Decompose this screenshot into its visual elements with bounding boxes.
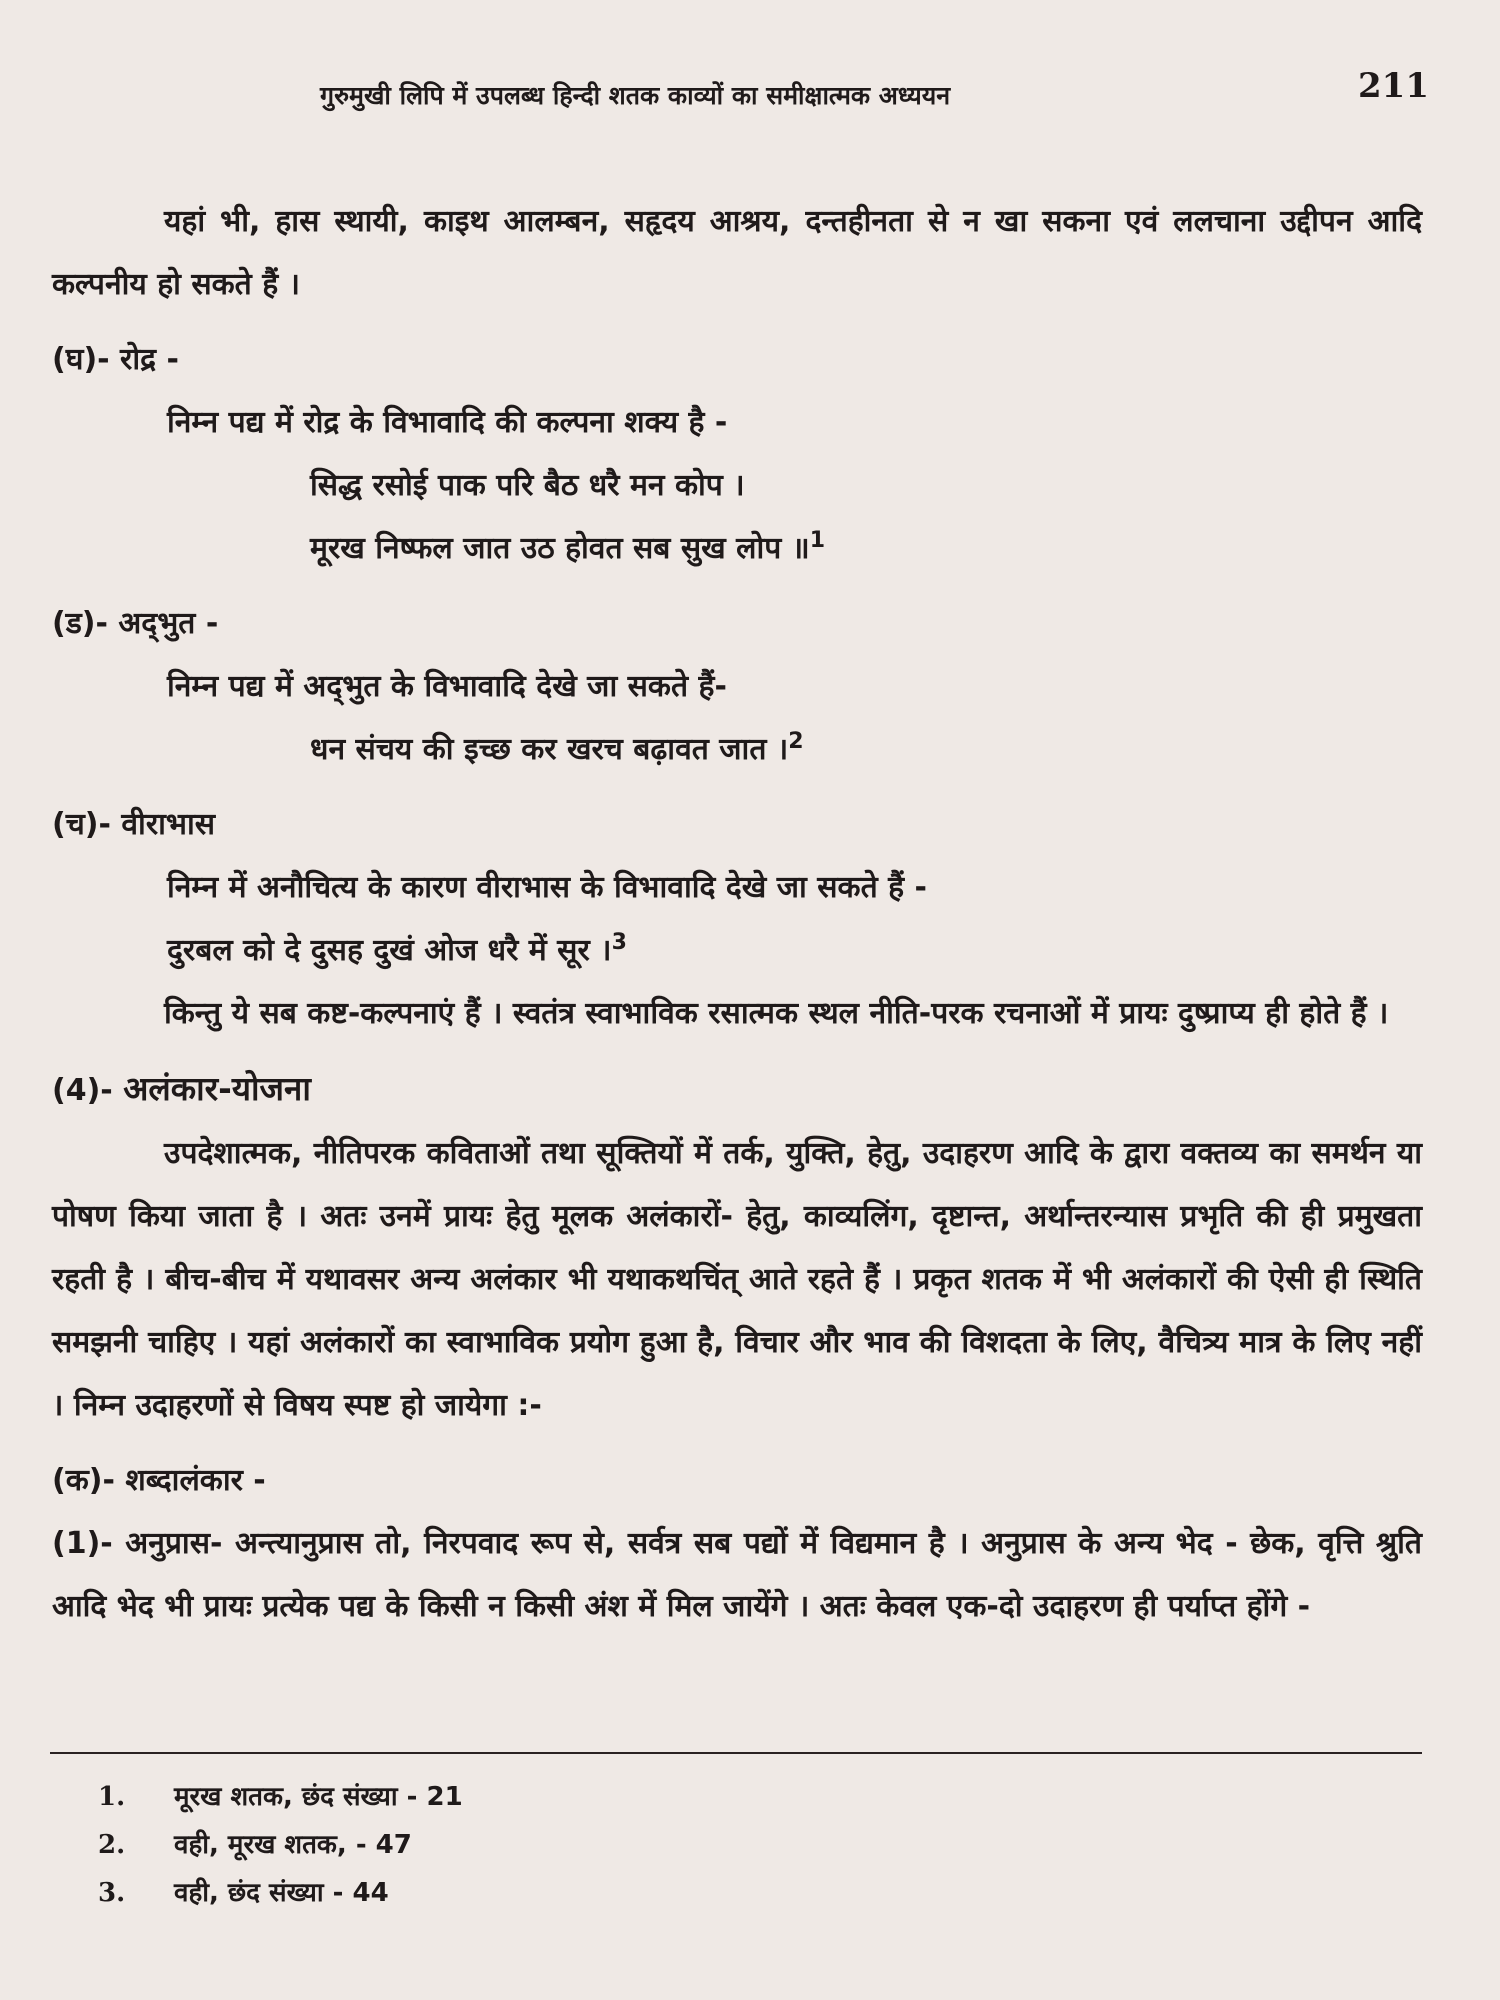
- footnote-number: 3.: [98, 1878, 126, 1908]
- footnotes: [98, 1773, 898, 1917]
- paragraph-anupras: (1)- अनुप्रास- अन्त्यानुप्रास तो, निरपवाद रूप से, सर्वत्र सब पद्यों में विद्यमान है । अनुप्रास के अन्य भेद - छेक, वृत्ति श्रुति आदि भेद भी प्रायः प्रत्येक पद्य के किसी न किसी अंश में मिल जायेंगे । अतः केवल एक-दो उदाहरण ही पर्याप्त होंगे -: [52, 1526, 1422, 1624]
- footnote-text: मूरख शतक, छंद संख्या - 21: [174, 1782, 463, 1812]
- raudra-intro: निम्न पद्य में रोद्र के विभावादि की कल्पना शक्य है -: [167, 405, 728, 440]
- raudra-verse-1: सिद्ध रसोई पाक परि बैठ धरै मन कोप ।: [310, 468, 745, 503]
- footnote-ref-1: 1: [809, 528, 825, 553]
- footnote-item: [98, 1821, 898, 1869]
- running-header: गुरुमुखी लिपि में उपलब्ध हिन्दी शतक काव्यों का समीक्षात्मक अध्ययन: [320, 81, 951, 110]
- paragraph-alankar: उपदेशात्मक, नीतिपरक कविताओं तथा सूक्तियों में तर्क, युक्ति, हेतु, उदाहरण आदि के द्वारा वक्तव्य का समर्थन या पोषण किया जाता है । अतः उनमें प्रायः हेतु मूलक अलंकारों- हेतु, काव्यलिंग, दृष्टान्त, अर्थान्तरन्यास प्रभृति की ही प्रमुखता रहती है । बीच-बीच में यथावसर अन्य अलंकार भी यथाकथचिंत् आते रहते हैं । प्रकृत शतक में भी अलंकारों की ऐसी ही स्थिति समझनी चाहिए । यहां अलंकारों का स्वाभाविक प्रयोग हुआ है, विचार और भाव की विशदता के लिए, वैचित्र्य मात्र के लिए नहीं । निम्न उदाहरणों से विषय स्पष्ट हो जायेगा :-: [52, 1136, 1422, 1423]
- footnote-number: 1.: [98, 1782, 126, 1812]
- footnote-text: वही, छंद संख्या - 44: [174, 1878, 389, 1908]
- footnote-item: [98, 1869, 898, 1917]
- subheading-adbhut: (ड)- अद्‌भुत -: [52, 606, 219, 641]
- paragraph-hasya: यहां भी, हास स्थायी, काइथ आलम्बन, सहृदय आश्रय, दन्तहीनता से न खा सकना एवं ललचाना उद्दीपन आदि कल्पनीय हो सकते हैं ।: [52, 204, 1422, 302]
- virabhas-verse: [52, 919, 1422, 982]
- section-title: अलंकार-योजना: [123, 1069, 311, 1108]
- footnote-item: [98, 1773, 898, 1821]
- main-text: [52, 190, 1422, 1638]
- adbhut-verse-text: धन संचय की इच्छ कर खरच बढ़ावत जात ।: [310, 732, 789, 767]
- subheading-raudra: (घ)- रोद्र -: [52, 342, 179, 377]
- footnote-divider: [50, 1752, 1422, 1754]
- footnote-number: 2.: [98, 1830, 126, 1860]
- page-number: 211: [1358, 66, 1429, 106]
- adbhut-intro: निम्न पद्य में अद्‌भुत के विभावादि देखे जा सकते हैं-: [167, 669, 727, 704]
- footnote-ref-3: 3: [611, 930, 627, 955]
- virabhas-verse-text: दुरबल को दे दुसह दुखं ओज धरै में सूर ।: [167, 933, 612, 968]
- raudra-verse-2-text: मूरख निष्फल जात उठ होवत सब सुख लोप ॥: [310, 531, 810, 566]
- footnote-text: वही, मूरख शतक, - 47: [174, 1830, 412, 1860]
- subheading-shabdalankar: (क)- शब्दालंकार -: [52, 1463, 266, 1498]
- paragraph-kasht-kalpana: किन्तु ये सब कष्ट-कल्पनाएं हैं । स्वतंत्र स्वाभाविक रसात्मक स्थल नीति-परक रचनाओं में प्रायः दुष्प्राप्य ही होते हैं ।: [164, 996, 1389, 1031]
- footnote-ref-2: 2: [788, 729, 804, 754]
- section-number: (4)-: [52, 1073, 124, 1108]
- subheading-virabhas: (च)- वीराभास: [52, 807, 215, 842]
- raudra-verse-2: [52, 517, 1422, 580]
- adbhut-verse: [52, 718, 1422, 781]
- virabhas-intro: निम्न में अनौचित्य के कारण वीराभास के विभावादि देखे जा सकते हैं -: [167, 870, 927, 905]
- section-heading: [52, 1057, 1422, 1122]
